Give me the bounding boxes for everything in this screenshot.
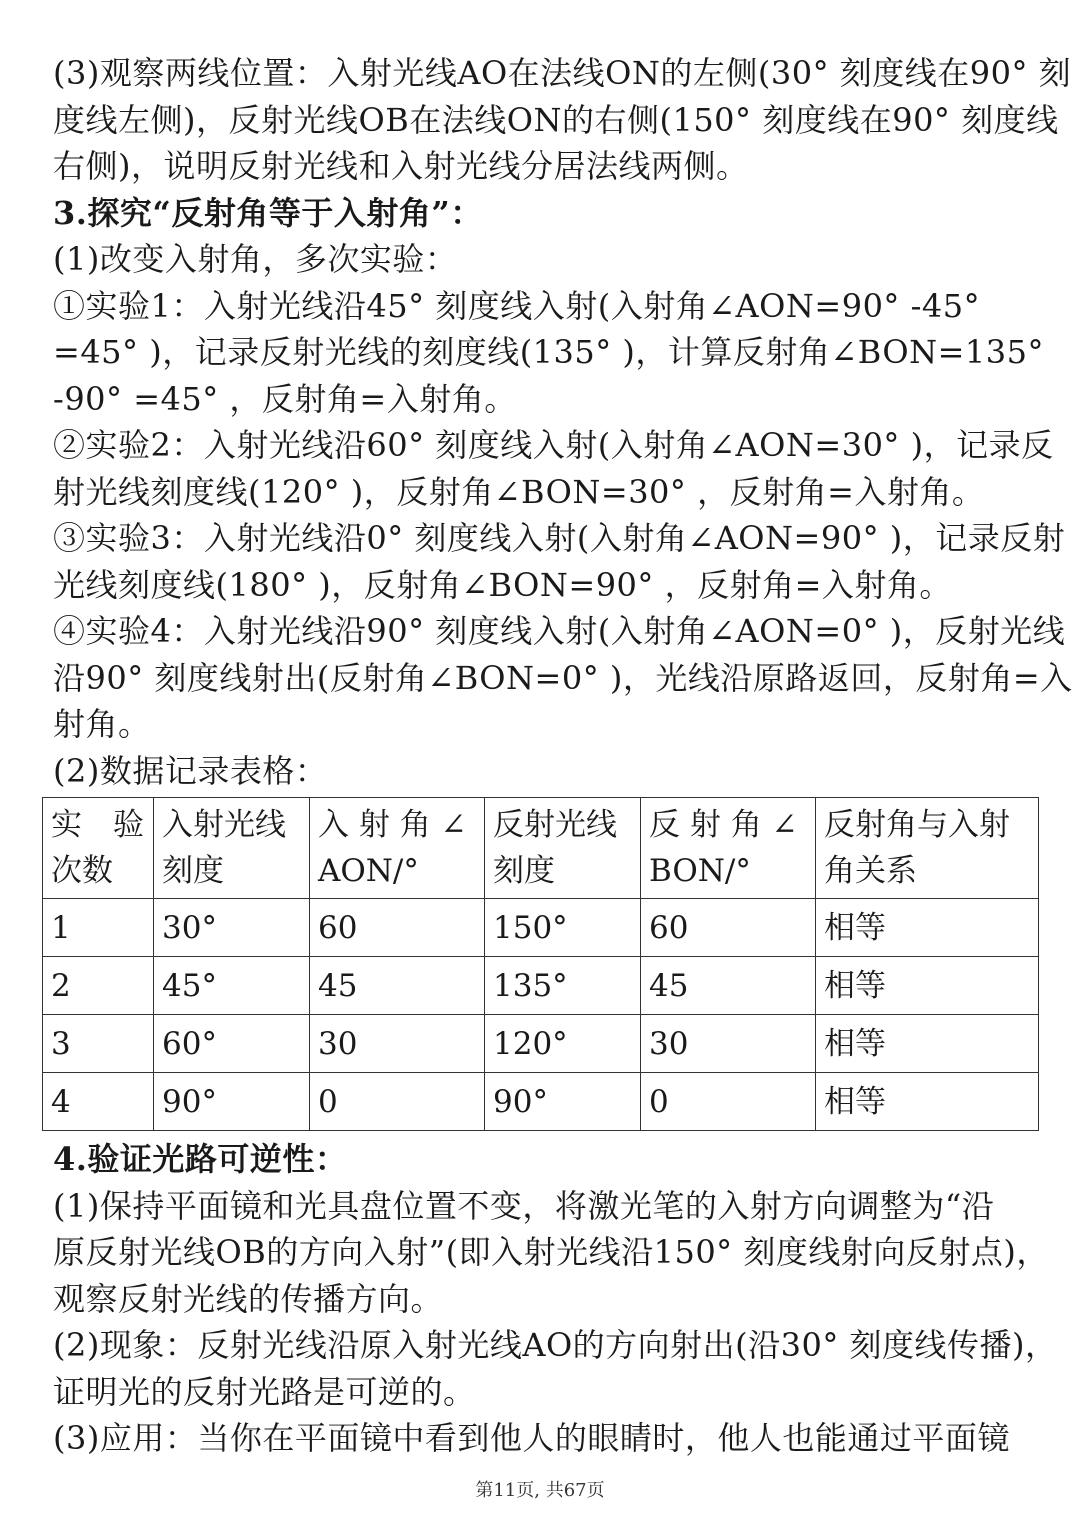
column-header: 实 验次数	[43, 798, 154, 899]
table-cell: 45	[641, 957, 816, 1015]
text-line: 射光线刻度线(120° )，反射角∠BON=30° ，反射角=入射角。	[53, 472, 985, 511]
column-header: 入 射 角 ∠AON/°	[310, 798, 485, 899]
table-cell: 2	[43, 957, 154, 1015]
text-line: -90° =45° ，反射角=入射角。	[53, 379, 517, 418]
table-cell: 90°	[154, 1073, 310, 1131]
table-row	[43, 957, 1039, 1015]
table-cell: 135°	[485, 957, 641, 1015]
page-number: 第11页, 共67页	[475, 1480, 605, 1501]
table-cell: 相等	[816, 1015, 1039, 1073]
column-header: 反射光线刻度	[485, 798, 641, 899]
text-line: 证明光的反射光路是可逆的。	[53, 1372, 476, 1411]
table-cell: 1	[43, 899, 154, 957]
table-cell: 30	[641, 1015, 816, 1073]
table-cell: 60°	[154, 1015, 310, 1073]
text-line: =45° )，记录反射光线的刻度线(135° )，计算反射角∠BON=135°	[53, 333, 1044, 371]
table-header-row	[43, 798, 1039, 899]
text-line: 原反射光线OB的方向入射”(即入射光线沿150° 刻度线射向反射点)，	[53, 1233, 1049, 1271]
table-cell: 45°	[154, 957, 310, 1015]
section-heading: 3.探究“反射角等于入射角”：	[53, 193, 483, 232]
text-line: (3)观察两线位置：入射光线AO在法线ON的左侧(30° 刻度线在90° 刻	[53, 54, 1072, 92]
table-cell: 3	[43, 1015, 154, 1073]
table-cell: 4	[43, 1073, 154, 1131]
text-line: 沿90° 刻度线射出(反射角∠BON=0° )，光线沿原路返回，反射角=入	[53, 658, 1073, 697]
text-line: 观察反射光线的传播方向。	[53, 1279, 444, 1318]
table-cell: 相等	[816, 957, 1039, 1015]
column-header: 反 射 角 ∠BON/°	[641, 798, 816, 899]
table-row	[43, 899, 1039, 957]
table-cell: 0	[641, 1073, 816, 1131]
column-header: 反射角与入射角关系	[816, 798, 1039, 899]
table-cell: 150°	[485, 899, 641, 957]
table-row	[43, 1015, 1039, 1073]
table-cell: 0	[310, 1073, 485, 1131]
text-line: (2)现象：反射光线沿原入射光线AO的方向射出(沿30° 刻度线传播)，	[53, 1326, 1058, 1364]
text-line: 度线左侧)，反射光线OB在法线ON的右侧(150° 刻度线在90° 刻度线	[53, 100, 1059, 139]
body-text-bottom	[53, 1136, 1058, 1462]
table-cell: 90°	[485, 1073, 641, 1131]
column-header: 入射光线刻度	[154, 798, 310, 899]
data-record-table	[42, 797, 1039, 1131]
table-cell: 120°	[485, 1015, 641, 1073]
text-line: ①实验1：入射光线沿45° 刻度线入射(入射角∠AON=90° -45°	[53, 286, 981, 325]
table-cell: 60	[310, 899, 485, 957]
text-line: (2)数据记录表格：	[53, 751, 328, 790]
table-cell: 30	[310, 1015, 485, 1073]
table-row	[43, 1073, 1039, 1131]
text-line: (1)改变入射角，多次实验：	[53, 240, 458, 278]
text-line: (1)保持平面镜和光具盘位置不变，将激光笔的入射方向调整为“沿	[53, 1186, 995, 1225]
text-line: 光线刻度线(180° )，反射角∠BON=90° ，反射角=入射角。	[53, 565, 952, 604]
text-line: ④实验4：入射光线沿90° 刻度线入射(入射角∠AON=0° )，反射光线	[53, 612, 1066, 650]
table-cell: 45	[310, 957, 485, 1015]
text-line: (3)应用：当你在平面镜中看到他人的眼睛时，他人也能通过平面镜	[53, 1419, 1010, 1457]
table-cell: 相等	[816, 899, 1039, 957]
text-line: ③实验3：入射光线沿0° 刻度线入射(入射角∠AON=90° )，记录反射	[53, 519, 1066, 557]
table-cell: 30°	[154, 899, 310, 957]
text-line: 右侧)，说明反射光线和入射光线分居法线两侧。	[53, 147, 749, 185]
table-cell: 60	[641, 899, 816, 957]
body-text-top	[53, 50, 1073, 794]
text-line: 射角。	[53, 705, 151, 743]
section-heading: 4.验证光路可逆性：	[53, 1140, 348, 1178]
text-line: ②实验2：入射光线沿60° 刻度线入射(入射角∠AON=30° )，记录反	[53, 426, 1054, 464]
table-cell: 相等	[816, 1073, 1039, 1131]
